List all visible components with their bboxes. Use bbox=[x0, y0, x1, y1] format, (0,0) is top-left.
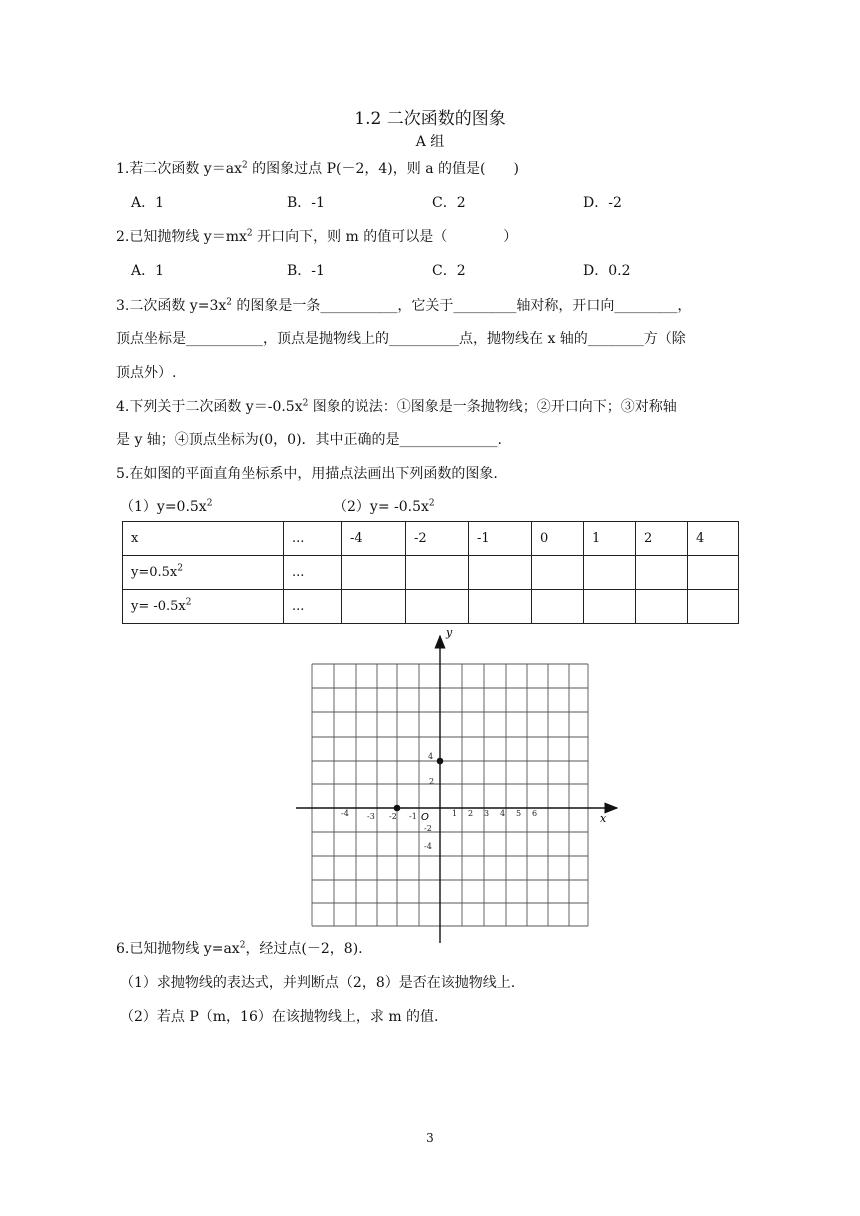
table-cell bbox=[469, 556, 532, 590]
origin-label: O bbox=[421, 812, 429, 823]
q4-sup: 2 bbox=[302, 398, 309, 409]
q4-line1-b: 图象的说法：①图象是一条抛物线；②开口向下；③对称轴 bbox=[308, 399, 677, 415]
q2-option-a: A．1 bbox=[131, 263, 165, 279]
y-axis-label: y bbox=[446, 626, 453, 639]
q1-stem bbox=[116, 158, 519, 178]
q2-stem-b: 开口向下，则 m 的值可以是（ ） bbox=[252, 229, 518, 245]
y-tick-label: -4 bbox=[424, 842, 432, 851]
q2-stem-a: 2.已知抛物线 y＝mx bbox=[116, 229, 247, 245]
table-cell: 1 bbox=[584, 522, 636, 556]
table-cell bbox=[406, 590, 469, 624]
q5-stem: 5.在如图的平面直角坐标系中，用描点法画出下列函数的图象. bbox=[116, 466, 498, 482]
q5-sub1-sup: 2 bbox=[206, 498, 213, 509]
q6-stem bbox=[116, 938, 363, 958]
x-tick-label: -4 bbox=[341, 809, 349, 818]
q1-option-b: B．-1 bbox=[287, 195, 325, 211]
table-cell bbox=[584, 590, 636, 624]
q6-sub2: （2）若点 P（m，16）在该抛物线上，求 m 的值. bbox=[120, 1009, 439, 1025]
q5-sub1-text: （1）y=0.5x bbox=[120, 499, 207, 515]
table-cell bbox=[123, 556, 284, 590]
table-cell: ... bbox=[284, 556, 342, 590]
q3-line1-a: 3.二次函数 y=3x bbox=[116, 298, 227, 314]
table-cell bbox=[584, 556, 636, 590]
table-cell: -2 bbox=[406, 522, 469, 556]
table-cell: 0 bbox=[532, 522, 584, 556]
row1-label: y=0.5x bbox=[131, 565, 178, 580]
table-cell bbox=[123, 590, 284, 624]
table-cell bbox=[688, 590, 739, 624]
x-tick-label: 6 bbox=[532, 809, 538, 818]
table-row bbox=[123, 556, 739, 590]
table-cell bbox=[636, 590, 688, 624]
y-tick-label: 4 bbox=[428, 752, 434, 761]
q6-stem-b: ，经过点(－2，8). bbox=[245, 941, 363, 957]
table-cell: ... bbox=[284, 590, 342, 624]
table-cell: x bbox=[123, 522, 284, 556]
q1-option-c: C．2 bbox=[432, 195, 466, 211]
table-cell: -4 bbox=[342, 522, 406, 556]
value-table bbox=[122, 521, 739, 624]
grid-lines bbox=[312, 664, 588, 926]
table-cell bbox=[406, 556, 469, 590]
q3-line3: 顶点外）. bbox=[116, 365, 177, 381]
page-number: 3 bbox=[426, 1131, 434, 1145]
table-cell bbox=[532, 590, 584, 624]
x-tick-label: 5 bbox=[516, 809, 522, 818]
x-tick-label: 2 bbox=[468, 809, 474, 818]
table-cell: 2 bbox=[636, 522, 688, 556]
q1-stem-a: 1.若二次函数 y＝ax bbox=[116, 161, 242, 177]
group-label: A 组 bbox=[415, 134, 445, 150]
table-cell bbox=[532, 556, 584, 590]
table-cell bbox=[469, 590, 532, 624]
table-cell bbox=[636, 556, 688, 590]
q2-option-d: D．0.2 bbox=[583, 263, 631, 279]
table-cell bbox=[688, 556, 739, 590]
x-tick-label: 3 bbox=[484, 809, 490, 818]
table-cell: -1 bbox=[469, 522, 532, 556]
q2-option-b: B．-1 bbox=[287, 263, 325, 279]
q2-stem bbox=[116, 226, 517, 246]
q5-sub1 bbox=[120, 496, 212, 516]
x-tick-label: -1 bbox=[409, 812, 417, 821]
q4-line1-a: 4.下列关于二次函数 y＝-0.5x bbox=[116, 399, 303, 415]
q1-option-d: D．-2 bbox=[583, 195, 622, 211]
y-tick-label: -2 bbox=[424, 824, 432, 833]
page-title: 1.2 二次函数的图象 bbox=[354, 109, 506, 129]
q3-line1 bbox=[116, 295, 691, 315]
row2-sup: 2 bbox=[185, 597, 192, 608]
table-row bbox=[123, 590, 739, 624]
q2-option-c: C．2 bbox=[432, 263, 466, 279]
x-axis-label: x bbox=[600, 812, 607, 825]
plotted-point bbox=[394, 805, 401, 812]
q1-option-a: A．1 bbox=[131, 195, 165, 211]
q2-sup: 2 bbox=[246, 228, 253, 239]
x-tick-label: -3 bbox=[367, 812, 375, 821]
x-tick-label: 4 bbox=[500, 809, 506, 818]
x-tick-label: 1 bbox=[452, 809, 458, 818]
q6-stem-a: 6.已知抛物线 y=ax bbox=[116, 941, 240, 957]
q6-sub1: （1）求抛物线的表达式，并判断点（2，8）是否在该抛物线上. bbox=[120, 975, 516, 991]
q5-sub2-sup: 2 bbox=[428, 498, 435, 509]
q5-sub2-text: （2）y= -0.5x bbox=[333, 499, 429, 515]
table-cell: ... bbox=[284, 522, 342, 556]
q3-sup: 2 bbox=[226, 297, 232, 308]
q3-line2: 顶点坐标是___________，顶点是抛物线上的__________点，抛物线在 x 轴的________方（除 bbox=[116, 331, 686, 347]
q1-sup: 2 bbox=[241, 160, 248, 171]
x-tick-label: -2 bbox=[389, 812, 397, 821]
table-cell bbox=[342, 556, 406, 590]
q6-sup: 2 bbox=[239, 940, 246, 951]
table-cell bbox=[342, 590, 406, 624]
plotted-point bbox=[437, 758, 444, 765]
table-row bbox=[123, 522, 739, 556]
row2-label: y= -0.5x bbox=[131, 599, 186, 614]
y-tick-label: 2 bbox=[429, 777, 435, 786]
q5-sub2 bbox=[333, 496, 435, 516]
table-cell: 4 bbox=[688, 522, 739, 556]
q1-stem-b: 的图象过点 P(－2，4)，则 a 的值是( ) bbox=[247, 161, 519, 177]
row1-sup: 2 bbox=[177, 563, 183, 574]
q4-line1 bbox=[116, 396, 677, 416]
q3-line1-b: 的图象是一条___________，它关于_________轴对称，开口向_________， bbox=[231, 298, 692, 314]
q4-line2: 是 y 轴；④顶点坐标为(0，0)．其中正确的是______________. bbox=[116, 432, 502, 448]
